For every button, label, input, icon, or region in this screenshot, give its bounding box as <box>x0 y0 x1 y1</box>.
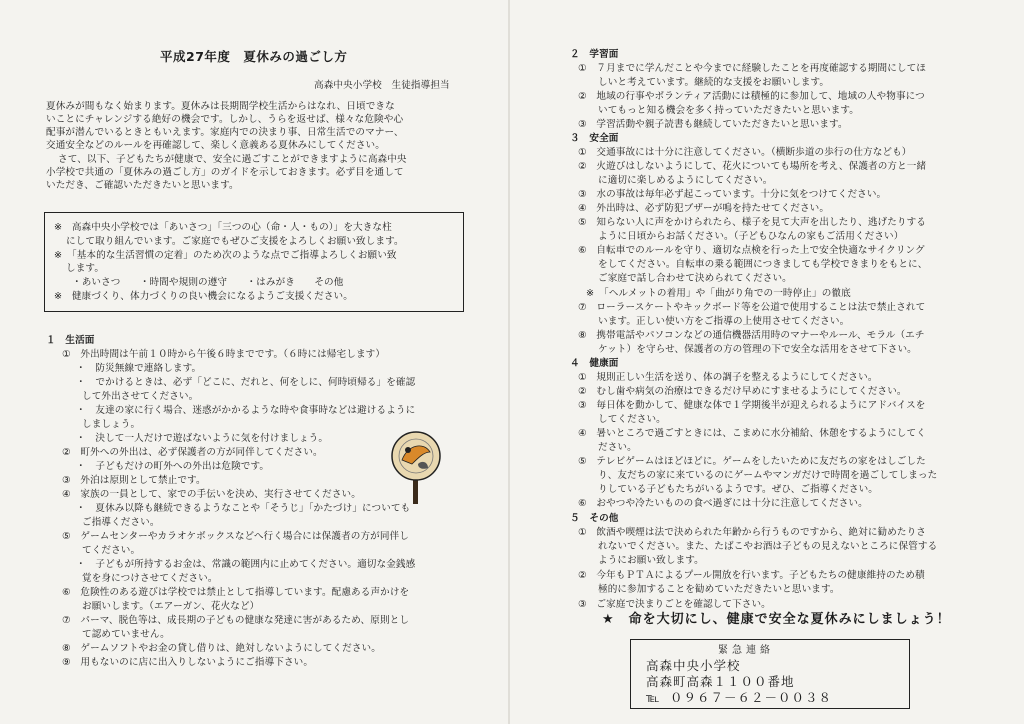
section-item: ・ でかけるときは、必ず「どこに、だれと、何をしに、何時頃帰る」を確認 <box>76 377 416 388</box>
section-item: ⑧ 携帯電話やパソコンなどの通信機器活用時のマナーやルール、モラル（エチ <box>578 330 925 341</box>
section-item: ように日頃からお話ください。（子どもひなんの家もご活用ください） <box>598 231 904 242</box>
section-heading: ３ 安全面 <box>570 133 619 144</box>
intro-line: 交通安全などのルールを再確認して、楽しく意義ある夏休みにしてください。 <box>46 140 385 151</box>
section-item: ① 規則正しい生活を送り、体の調子を整えるようにしてください。 <box>578 372 878 383</box>
section-item: ③ ご家庭で決まりごとを確認して下さい。 <box>578 599 771 610</box>
section-item: ① 交通事故には十分に注意してください。（横断歩道の歩行の仕方なども） <box>578 147 912 158</box>
section-item: ⑨ 用もないのに店に出入りしないようにご指導下さい。 <box>62 657 314 668</box>
contact-phone: ０９６７－６２－００３８ <box>670 690 833 705</box>
section-item: ださい。 <box>598 442 637 453</box>
section-item: ① ７月までに学んだことや今までに経験したことを再度確認する期間にしてほ <box>578 63 926 74</box>
section-item: ⑥ 危険性のある遊びは学校では禁止として指導しています。配慮ある声かけを <box>62 587 410 598</box>
notice-line: ※ 高森中央小学校では「あいさつ」「三つの心（命・人・もの）」を大きな柱 <box>54 222 392 233</box>
section-item: ④ 家族の一員として、家での手伝いを決め、実行させてください。 <box>62 489 361 500</box>
contact-tel-label: ℡ <box>646 690 661 705</box>
section-item: ・ 夏休み以降も継続できるようなことや「そうじ」「かたづけ」についても <box>76 503 411 514</box>
section-item: ② 地域の行事やボランティア活動には積極的に参加して、地域の人や物事につ <box>578 91 925 102</box>
section-item: して外出させてください。 <box>82 391 199 402</box>
section-item: しいと考えています。継続的な支援をお願いします。 <box>598 77 830 88</box>
section-item: ⑤ ゲームセンターやカラオケボックスなどへ行く場合には保護者の方が同伴し <box>62 531 409 542</box>
intro-line: さて、以下、子どもたちが健康で、安全に過ごすことができますように高森中央 <box>58 154 407 165</box>
section-item: ② 今年もＰＴＡによるプール開放を行います。子どもたちの健康維持のため積 <box>578 570 925 581</box>
section-item: ご指導ください。 <box>82 517 160 528</box>
author-line: 高森中央小学校 生徒指導担当 <box>314 80 450 91</box>
section-item: をしてください。自転車の乗る範囲につきましても学校できまりをもとに、 <box>598 259 928 270</box>
section-item: ご家庭で話し合わせて決められてください。 <box>598 273 792 284</box>
section-item: ケット）を守らせ、保護者の方の管理の下で安全な活用をさせて下さい。 <box>598 344 917 355</box>
section-heading: ５ その他 <box>570 513 619 524</box>
section-item: ・ 防災無線で連絡します。 <box>76 363 202 374</box>
section-item: ・ 友達の家に行く場合、迷惑がかかるような時や食事時などは避けるように <box>76 405 416 416</box>
section-item: に適切に楽しめるようにしてください。 <box>598 175 773 186</box>
intro-line: 小学校で共通の「夏休みの過ごし方」のガイドを示しておきます。必ず目を通して <box>46 167 404 178</box>
section-item: ③ 水の事故は毎年必ず起こっています。十分に気をつけてください。 <box>578 189 887 200</box>
section-item: ・ 子どもが所持するお金は、常識の範囲内に止めてください。適切な金銭感 <box>76 559 416 570</box>
section-item: ようにお願い致します。 <box>598 555 704 566</box>
section-item: り、友だちの家に来ているのにゲームやマンガだけで時間を過ごしてしまった <box>598 470 938 481</box>
uchiwa-fan-icon <box>388 430 444 506</box>
section-item: ③ 毎日体を動かして、健康な体で１学期後半が迎えられるようにアドバイスを <box>578 400 926 411</box>
contact-heading: 緊急連絡 <box>718 645 774 656</box>
section-item: ④ 外出時は、必ず防犯ブザーが鳴を持たせてください。 <box>578 203 830 214</box>
section-item: ⑧ ゲームソフトやお金の貸し借りは、絶対しないようにしてください。 <box>62 643 381 654</box>
section-item: ※ 「ヘルメットの着用」や「曲がり角での一時停止」の徹底 <box>586 288 851 299</box>
section-heading: １ 生活面 <box>46 335 95 346</box>
section-item: 極的に参加することを勧めていただきたいと思います。 <box>598 584 840 595</box>
section-item: お願いします。（エアーガン、花火など） <box>82 601 260 612</box>
section-item: てください。 <box>82 545 141 556</box>
page-fold <box>508 0 510 724</box>
intro-line: 配事が潜んでいるときともいえます。家庭内での決まり事、日常生活でのマナー、 <box>46 127 404 138</box>
section-item: ③ 学習活動や親子読書も継続していただきたいと思います。 <box>578 119 848 130</box>
page-title: 平成27年度 夏休みの過ごし方 <box>160 49 348 64</box>
notice-line: します。 <box>66 263 105 274</box>
section-item: ・ 子どもだけの町外への外出は危険です。 <box>76 461 270 472</box>
section-item: しましょう。 <box>82 419 141 430</box>
section-item: ⑥ 自転車でのルールを守り、適切な点検を行った上で安全快適なサイクリング <box>578 245 925 256</box>
section-item: ⑤ テレビゲームはほどほどに。ゲームをしたいために友だちの家をはしごした <box>578 456 926 467</box>
contact-address: 高森町高森１１００番地 <box>646 674 795 689</box>
intro-line: いことにチャレンジする絶好の機会です。しかし、うらを返せば、様々な危険や心 <box>46 114 404 125</box>
notice-line: にして取り組んでいます。ご家庭でもぜひご支援をよろしくお願い致します。 <box>66 236 404 247</box>
closing-message: ★ 命を大切にし、健康で安全な夏休みにしましょう！ <box>602 612 951 627</box>
section-item: ① 飲酒や喫煙は法で決められた年齢から行うものですから、絶対に勧めたりさ <box>578 527 926 538</box>
section-item: ② むし歯や病気の治療はできるだけ早めにすませるようにしてください。 <box>578 386 907 397</box>
section-item: ・ 決して一人だけで遊ばないように気を付けましょう。 <box>76 433 329 444</box>
section-item: いてもっと知る機会を多く持っていただきたいと思います。 <box>598 105 859 116</box>
intro-line: いただき、ご確認いただきたいと思います。 <box>46 180 239 191</box>
intro-line: 夏休みが間もなく始まります。夏休みは長期間学校生活からはなれ、日頃できな <box>46 101 395 112</box>
right-page <box>512 0 1024 724</box>
left-page <box>0 0 510 724</box>
section-item: ① 外出時間は午前１０時から午後６時までです。（６時には帰宅します） <box>62 349 386 360</box>
section-item: ⑥ おやつや冷たいものの食べ過ぎには十分に注意してください。 <box>578 498 868 509</box>
section-item: れないでください。また、たばこやお酒は子どもの見えないところに保管する <box>598 541 938 552</box>
section-item: ③ 外泊は原則として禁止です。 <box>62 475 206 486</box>
section-item: してください。 <box>598 414 666 425</box>
section-item: ⑦ ローラースケートやキックボード等を公道で使用することは法で禁止されて <box>578 302 926 313</box>
section-heading: ２ 学習面 <box>570 49 619 60</box>
section-item: りしている子どもたちがいるようです。ぜひ、ご指導ください。 <box>598 484 878 495</box>
notice-line: ・あいさつ ・時間や規則の遵守 ・はみがき その他 <box>72 277 344 288</box>
notice-line: ※ 健康づくり、体力づくりの良い機会になるようご支援ください。 <box>54 291 353 302</box>
section-heading: ４ 健康面 <box>570 358 619 369</box>
section-item: て認めていません。 <box>82 629 170 640</box>
contact-school: 高森中央小学校 <box>646 658 741 673</box>
section-item: います。正しい使い方をご指導の上使用させてください。 <box>598 316 850 327</box>
section-item: ② 火遊びはしないようにして、花火についても場所を考え、保護者の方と一緒 <box>578 161 927 172</box>
section-item: ④ 暑いところで過ごすときには、こまめに水分補給、休憩をするようにしてく <box>578 428 926 439</box>
notice-line: ※ 「基本的な生活習慣の定着」のため次のような点でご指導よろしくお願い致 <box>54 250 397 261</box>
section-item: ⑦ パーマ、脱色等は、成長期の子どもの健康な発達に害があるため、原則とし <box>62 615 410 626</box>
section-item: ⑤ 知らない人に声をかけられたら、様子を見て大声を出したり、逃げたりする <box>578 217 926 228</box>
section-item: 覚を身につけさせてください。 <box>82 573 218 584</box>
section-item: ② 町外への外出は、必ず保護者の方が同伴してください。 <box>62 447 323 458</box>
